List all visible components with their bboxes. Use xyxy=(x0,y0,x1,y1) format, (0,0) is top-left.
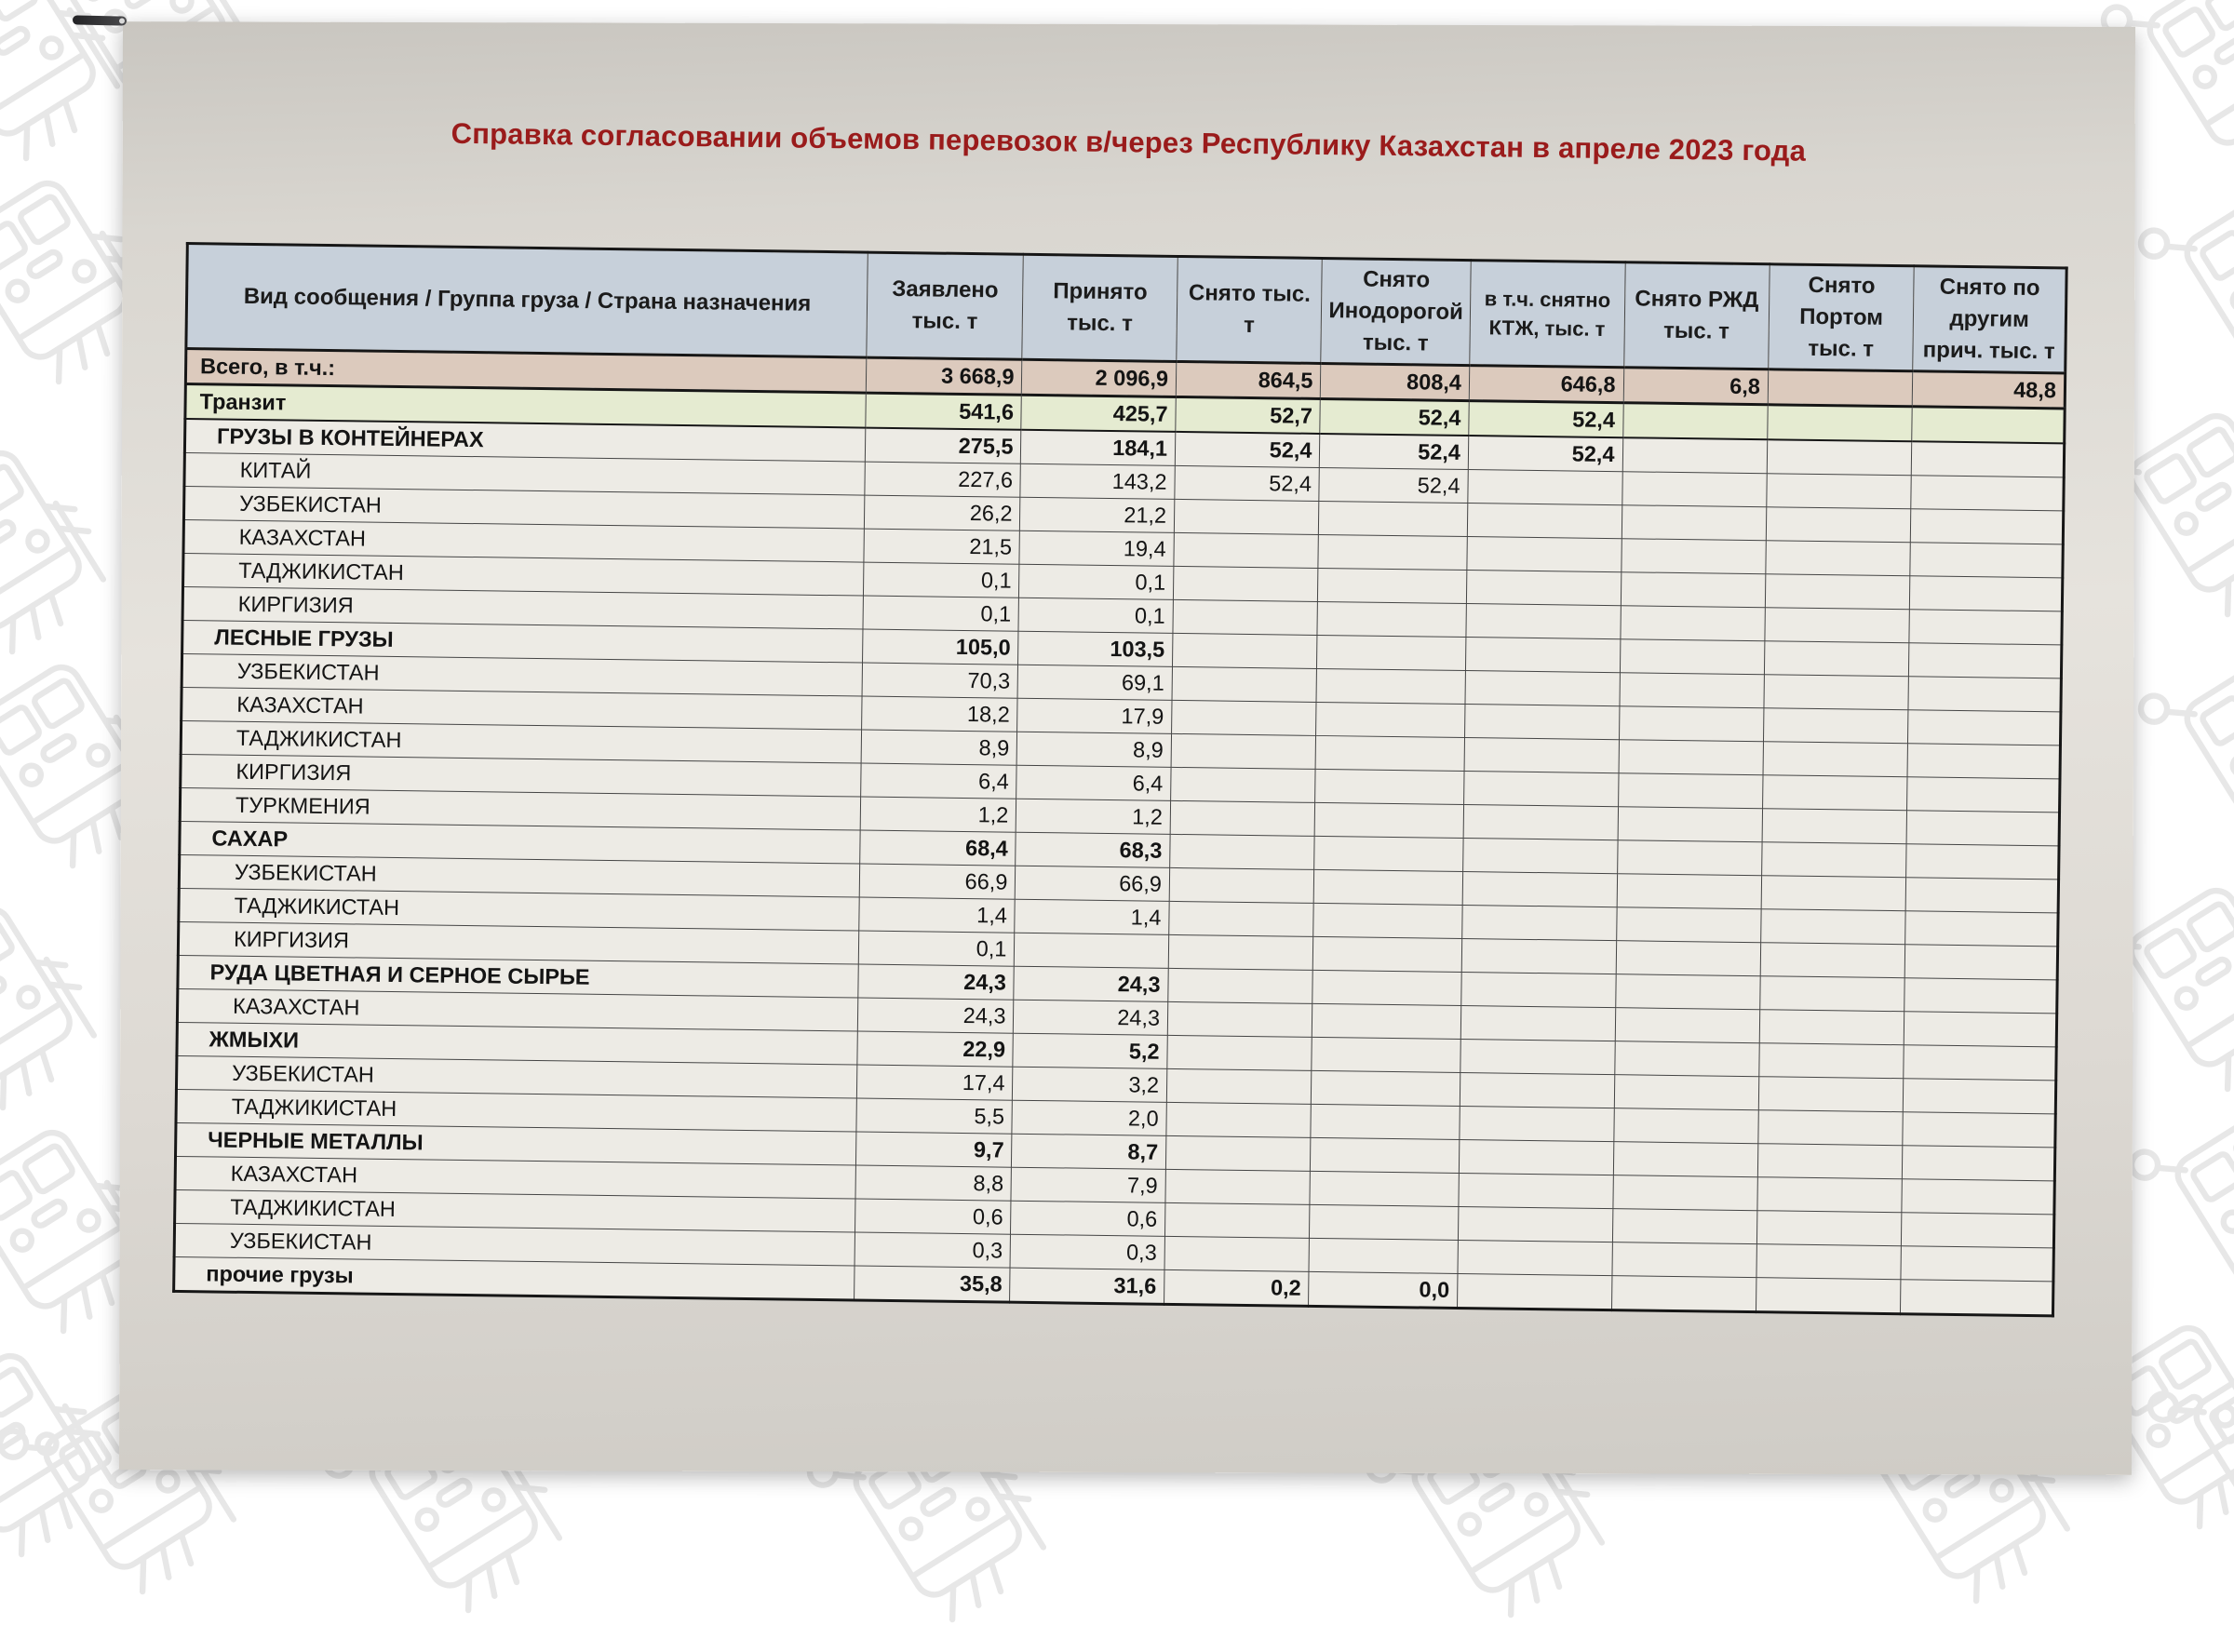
value-cell xyxy=(1762,842,1907,878)
value-cell xyxy=(1612,1175,1757,1211)
value-cell xyxy=(1314,869,1463,905)
value-cell xyxy=(1904,1079,2056,1114)
value-cell xyxy=(1764,641,1909,677)
value-cell xyxy=(1310,1171,1459,1206)
value-cell xyxy=(1904,978,2057,1014)
value-cell: 6,8 xyxy=(1623,368,1769,405)
row-label: ЧЕРНЫЕ МЕТАЛЛЫ xyxy=(176,1122,856,1165)
value-cell xyxy=(1467,504,1622,539)
row-label: ЖМЫХИ xyxy=(177,1022,857,1065)
row-label: ГРУЗЫ В КОНТЕЙНЕРАХ xyxy=(184,419,865,462)
train-watermark-icon xyxy=(2124,600,2234,889)
value-cell xyxy=(1622,472,1767,507)
value-cell: 52,4 xyxy=(1469,401,1623,438)
value-cell xyxy=(1174,499,1319,534)
value-cell: 19,4 xyxy=(1019,531,1174,566)
value-cell xyxy=(1909,643,2062,678)
value-cell xyxy=(1901,1280,2053,1316)
value-cell xyxy=(1910,576,2063,611)
value-cell xyxy=(1465,671,1620,706)
value-cell xyxy=(1312,970,1461,1005)
value-cell: 143,2 xyxy=(1020,463,1175,499)
value-cell xyxy=(1763,742,1908,777)
row-label: ТАДЖИКИСТАН xyxy=(176,1089,856,1132)
value-cell xyxy=(1906,844,2059,880)
value-cell: 0,1 xyxy=(1018,598,1173,633)
value-cell xyxy=(1458,1240,1612,1275)
header-cell-1: Заявлено тыс. т xyxy=(867,252,1024,359)
value-cell xyxy=(1611,1276,1756,1312)
value-cell xyxy=(1173,599,1318,635)
row-label: КИРГИЗИЯ xyxy=(181,754,861,797)
pen-tip xyxy=(73,15,127,25)
train-watermark-icon xyxy=(0,396,128,684)
value-cell xyxy=(1621,539,1766,574)
value-cell xyxy=(1315,802,1464,838)
value-cell: 24,3 xyxy=(1014,1000,1168,1035)
value-cell: 18,2 xyxy=(861,696,1017,732)
row-label: ТУРКМЕНИЯ xyxy=(180,787,860,830)
value-cell: 17,9 xyxy=(1017,698,1172,733)
value-cell xyxy=(1620,606,1765,641)
value-cell xyxy=(1761,876,1906,911)
value-cell xyxy=(1170,800,1315,836)
value-cell xyxy=(1167,1035,1312,1070)
value-cell xyxy=(1171,733,1316,769)
value-cell: 0,1 xyxy=(858,931,1015,966)
value-cell xyxy=(1768,369,1913,407)
value-cell: 0,1 xyxy=(863,596,1019,631)
value-cell: 0,0 xyxy=(1309,1271,1458,1308)
value-cell xyxy=(1909,610,2062,645)
value-cell: 0,3 xyxy=(1010,1234,1164,1269)
value-cell xyxy=(1760,943,1905,978)
value-cell xyxy=(1616,941,1761,976)
value-cell xyxy=(1766,507,1911,543)
row-label: УЗБЕКИСТАН xyxy=(176,1055,856,1098)
value-cell xyxy=(1172,633,1317,668)
value-cell: 8,9 xyxy=(861,730,1017,765)
value-cell xyxy=(1467,537,1622,572)
value-cell xyxy=(1908,710,2061,745)
value-cell xyxy=(1312,1003,1461,1039)
header-cell-0: Вид сообщения / Группа груза / Страна назначения xyxy=(186,244,868,358)
table-body xyxy=(174,349,2066,1316)
value-cell xyxy=(1756,1278,1901,1314)
value-cell xyxy=(1905,911,2058,947)
value-cell xyxy=(1619,706,1764,742)
value-cell xyxy=(1174,532,1319,568)
value-cell: 70,3 xyxy=(862,663,1018,698)
value-cell: 103,5 xyxy=(1018,631,1173,666)
value-cell xyxy=(1611,1242,1756,1278)
value-cell: 9,7 xyxy=(855,1132,1012,1167)
value-cell xyxy=(1464,705,1619,740)
value-cell: 52,4 xyxy=(1320,434,1469,470)
value-cell xyxy=(1759,1043,1904,1079)
value-cell xyxy=(1167,1001,1312,1037)
value-cell xyxy=(1462,906,1617,941)
value-cell xyxy=(1166,1102,1312,1137)
value-cell xyxy=(1168,968,1313,1003)
value-cell xyxy=(1622,437,1768,474)
value-cell: 808,4 xyxy=(1321,363,1470,400)
value-cell: 52,4 xyxy=(1320,398,1469,436)
row-label: УЗБЕКИСТАН xyxy=(174,1223,855,1266)
value-cell xyxy=(1311,1104,1460,1139)
value-cell xyxy=(1612,1209,1757,1244)
value-cell xyxy=(1466,604,1621,639)
value-cell xyxy=(1617,874,1762,909)
value-cell xyxy=(1906,878,2059,913)
value-cell xyxy=(1460,1072,1614,1108)
value-cell xyxy=(1015,933,1169,968)
row-label: Транзит xyxy=(185,384,866,428)
train-watermark-icon xyxy=(0,0,142,191)
value-cell: 22,9 xyxy=(857,1031,1014,1067)
train-watermark-icon xyxy=(2124,135,2234,423)
value-cell xyxy=(1319,501,1468,536)
value-cell xyxy=(1758,1110,1904,1146)
value-cell: 26,2 xyxy=(864,495,1020,531)
value-cell xyxy=(1463,805,1618,840)
value-cell xyxy=(1757,1144,1903,1179)
train-watermark-icon xyxy=(0,1298,138,1587)
value-cell xyxy=(1903,1146,2055,1181)
train-watermark-icon xyxy=(2133,1298,2234,1587)
value-cell xyxy=(1622,403,1768,440)
value-cell: 0,3 xyxy=(855,1232,1011,1268)
value-cell xyxy=(1313,936,1462,972)
value-cell xyxy=(1911,509,2064,544)
row-label: КИТАЙ xyxy=(184,452,865,495)
value-cell xyxy=(1765,608,1910,643)
value-cell: 68,3 xyxy=(1016,832,1170,867)
value-cell xyxy=(1756,1244,1902,1280)
value-cell: 8,7 xyxy=(1012,1134,1166,1169)
value-cell xyxy=(1613,1108,1758,1144)
value-cell xyxy=(1762,809,1907,844)
value-cell xyxy=(1621,572,1766,608)
value-cell xyxy=(1911,476,2064,511)
value-cell: 2 096,9 xyxy=(1022,359,1177,396)
row-label: ТАДЖИКИСТАН xyxy=(181,720,861,763)
value-cell: 541,6 xyxy=(866,393,1022,430)
value-cell xyxy=(1906,811,2059,846)
value-cell: 35,8 xyxy=(854,1266,1010,1302)
value-cell: 66,9 xyxy=(859,864,1016,899)
header-cell-8: Снято по другим прич. тыс. т xyxy=(1913,266,2066,373)
value-cell xyxy=(1902,1179,2054,1215)
value-cell xyxy=(1615,1008,1760,1043)
row-label: РУДА ЦВЕТНАЯ И СЕРНОЕ СЫРЬЕ xyxy=(178,955,858,998)
value-cell xyxy=(1622,505,1767,541)
value-cell xyxy=(1460,1106,1614,1141)
value-cell: 8,8 xyxy=(855,1165,1012,1201)
value-cell: 52,4 xyxy=(1175,432,1320,468)
value-cell xyxy=(1458,1206,1612,1242)
value-cell xyxy=(1165,1169,1311,1204)
row-label: прочие грузы xyxy=(174,1256,855,1300)
value-cell xyxy=(1901,1246,2053,1282)
value-cell xyxy=(1313,903,1462,938)
value-cell: 52,4 xyxy=(1468,436,1622,472)
value-cell xyxy=(1318,568,1467,603)
value-cell xyxy=(1460,1006,1615,1041)
value-cell: 52,7 xyxy=(1176,396,1321,434)
value-cell: 6,4 xyxy=(861,763,1017,799)
value-cell: 66,9 xyxy=(1016,866,1170,901)
value-cell xyxy=(1172,700,1317,735)
value-cell xyxy=(1758,1077,1904,1112)
value-cell: 1,4 xyxy=(859,897,1016,933)
value-cell xyxy=(1464,772,1619,807)
value-cell xyxy=(1766,541,1911,576)
value-cell xyxy=(1765,574,1910,610)
value-cell xyxy=(1618,773,1763,809)
value-cell xyxy=(1756,1211,1902,1246)
value-cell xyxy=(1311,1137,1460,1173)
value-cell xyxy=(1173,566,1318,601)
value-cell: 864,5 xyxy=(1176,361,1321,398)
value-cell xyxy=(1459,1139,1613,1175)
value-cell xyxy=(1907,744,2060,779)
value-cell xyxy=(1460,1039,1615,1074)
value-cell xyxy=(1767,439,1912,476)
row-label: ТАДЖИКИСТАН xyxy=(175,1189,855,1232)
value-cell: 275,5 xyxy=(865,428,1021,464)
value-cell xyxy=(1317,635,1466,670)
value-cell xyxy=(1466,571,1621,606)
value-cell xyxy=(1164,1202,1310,1238)
row-label: ТАДЖИКИСТАН xyxy=(179,888,859,931)
value-cell xyxy=(1457,1273,1611,1310)
value-cell xyxy=(1910,543,2063,578)
value-cell: 1,2 xyxy=(1016,799,1171,834)
value-cell: 7,9 xyxy=(1011,1167,1165,1202)
row-label: ТАДЖИКИСТАН xyxy=(183,553,864,596)
value-cell: 24,3 xyxy=(857,998,1014,1033)
value-cell xyxy=(1315,769,1464,804)
value-cell: 21,2 xyxy=(1020,497,1175,532)
value-cell: 3,2 xyxy=(1013,1067,1167,1102)
value-cell xyxy=(1903,1112,2055,1148)
value-cell xyxy=(1461,939,1616,974)
value-cell: 0,6 xyxy=(855,1199,1011,1234)
value-cell: 227,6 xyxy=(865,462,1021,497)
row-label: ЛЕСНЫЕ ГРУЗЫ xyxy=(182,620,863,663)
value-cell: 184,1 xyxy=(1021,430,1176,466)
value-cell: 21,5 xyxy=(864,529,1020,564)
row-label: КАЗАХСТАН xyxy=(183,519,864,562)
value-cell xyxy=(1317,601,1466,637)
value-cell: 52,4 xyxy=(1175,465,1320,501)
value-cell xyxy=(1463,839,1618,874)
value-cell xyxy=(1468,470,1622,505)
row-label: Всего, в т.ч.: xyxy=(185,349,866,394)
value-cell xyxy=(1619,673,1764,708)
value-cell xyxy=(1761,909,1906,945)
value-cell xyxy=(1314,836,1463,871)
value-cell xyxy=(1904,1012,2057,1047)
value-cell xyxy=(1464,738,1619,773)
row-label: КИРГИЗИЯ xyxy=(178,921,858,964)
value-cell xyxy=(1908,677,2061,712)
value-cell xyxy=(1310,1204,1459,1240)
value-cell: 69,1 xyxy=(1017,665,1172,700)
value-cell xyxy=(1907,777,2060,813)
value-cell xyxy=(1912,441,2065,477)
row-label: УЗБЕКИСТАН xyxy=(179,854,859,897)
header-cell-2: Принято тыс. т xyxy=(1022,254,1178,361)
value-cell xyxy=(1759,1010,1904,1045)
value-cell xyxy=(1614,1041,1759,1077)
value-cell xyxy=(1316,668,1465,704)
value-cell: 105,0 xyxy=(862,629,1018,665)
row-label: САХАР xyxy=(180,821,860,864)
value-cell xyxy=(1613,1142,1758,1177)
value-cell: 1,4 xyxy=(1015,899,1169,934)
row-label: УЗБЕКИСТАН xyxy=(183,486,864,529)
value-cell xyxy=(1309,1238,1458,1273)
value-cell xyxy=(1312,1037,1460,1072)
row-label: КАЗАХСТАН xyxy=(182,687,862,730)
value-cell xyxy=(1617,840,1762,876)
value-cell xyxy=(1614,1075,1759,1110)
row-label: КАЗАХСТАН xyxy=(175,1156,855,1199)
value-cell xyxy=(1459,1173,1613,1208)
header-cell-3: Снято тыс. т xyxy=(1177,256,1323,363)
value-cell xyxy=(1615,974,1760,1010)
value-cell xyxy=(1620,639,1765,675)
value-cell xyxy=(1616,907,1761,943)
value-cell xyxy=(1169,867,1314,903)
header-cell-4: Снято Инодорогой тыс. т xyxy=(1321,258,1471,365)
value-cell xyxy=(1166,1068,1312,1104)
value-cell xyxy=(1618,807,1763,842)
value-cell: 2,0 xyxy=(1012,1100,1166,1135)
value-cell xyxy=(1170,834,1315,869)
value-cell: 0,1 xyxy=(863,562,1019,598)
header-cell-5: в т.ч. снятно КТЖ, тыс. т xyxy=(1470,261,1625,368)
value-cell: 425,7 xyxy=(1021,395,1176,432)
value-cell: 17,4 xyxy=(856,1065,1013,1100)
value-cell xyxy=(1312,1070,1460,1106)
value-cell xyxy=(1462,872,1617,907)
value-cell: 0,2 xyxy=(1164,1269,1310,1306)
value-cell xyxy=(1768,405,1913,442)
value-cell xyxy=(1465,638,1620,673)
value-cell: 24,3 xyxy=(1014,966,1168,1001)
cargo-volumes-table xyxy=(172,242,2068,1317)
value-cell xyxy=(1757,1177,1903,1213)
value-cell: 8,9 xyxy=(1017,732,1172,767)
value-cell: 68,4 xyxy=(860,830,1016,866)
value-cell: 5,2 xyxy=(1013,1033,1167,1068)
value-cell xyxy=(1762,775,1907,811)
value-cell xyxy=(1763,708,1908,744)
value-cell xyxy=(1168,934,1313,970)
value-cell xyxy=(1912,407,2065,444)
value-cell xyxy=(1171,767,1316,802)
row-label: КИРГИЗИЯ xyxy=(182,586,863,629)
value-cell xyxy=(1904,1045,2056,1081)
value-cell xyxy=(1461,973,1616,1008)
value-cell xyxy=(1905,945,2058,980)
value-cell: 31,6 xyxy=(1010,1268,1164,1304)
header-cell-6: Снято РЖД тыс. т xyxy=(1623,262,1770,369)
value-cell xyxy=(1316,702,1465,737)
value-cell: 0,6 xyxy=(1011,1201,1165,1236)
value-cell: 52,4 xyxy=(1319,467,1468,503)
value-cell: 6,4 xyxy=(1016,765,1171,800)
value-cell xyxy=(1760,976,1905,1012)
value-cell xyxy=(1164,1236,1310,1271)
value-cell: 3 668,9 xyxy=(866,357,1022,395)
train-watermark-icon xyxy=(0,852,119,1140)
value-cell xyxy=(1619,740,1764,775)
value-cell: 646,8 xyxy=(1469,366,1623,403)
value-cell xyxy=(1169,901,1314,936)
value-cell: 5,5 xyxy=(856,1098,1013,1134)
value-cell xyxy=(1165,1135,1311,1171)
value-cell xyxy=(1172,666,1317,702)
row-label: УЗБЕКИСТАН xyxy=(182,653,862,696)
row-label: КАЗАХСТАН xyxy=(177,988,857,1031)
value-cell xyxy=(1318,534,1467,570)
page-title: Справка согласовании объемов перевозок в/через Республику Казахстан в апреле 2023 года xyxy=(451,116,1807,168)
value-cell: 0,1 xyxy=(1019,564,1174,599)
header-cell-7: Снято Портом тыс. т xyxy=(1769,264,1915,371)
value-cell xyxy=(1764,675,1909,710)
value-cell xyxy=(1767,474,1912,509)
value-cell: 48,8 xyxy=(1913,371,2066,409)
value-cell xyxy=(1902,1213,2054,1248)
value-cell: 1,2 xyxy=(860,797,1016,832)
value-cell xyxy=(1316,735,1465,771)
value-cell: 24,3 xyxy=(858,964,1015,1000)
